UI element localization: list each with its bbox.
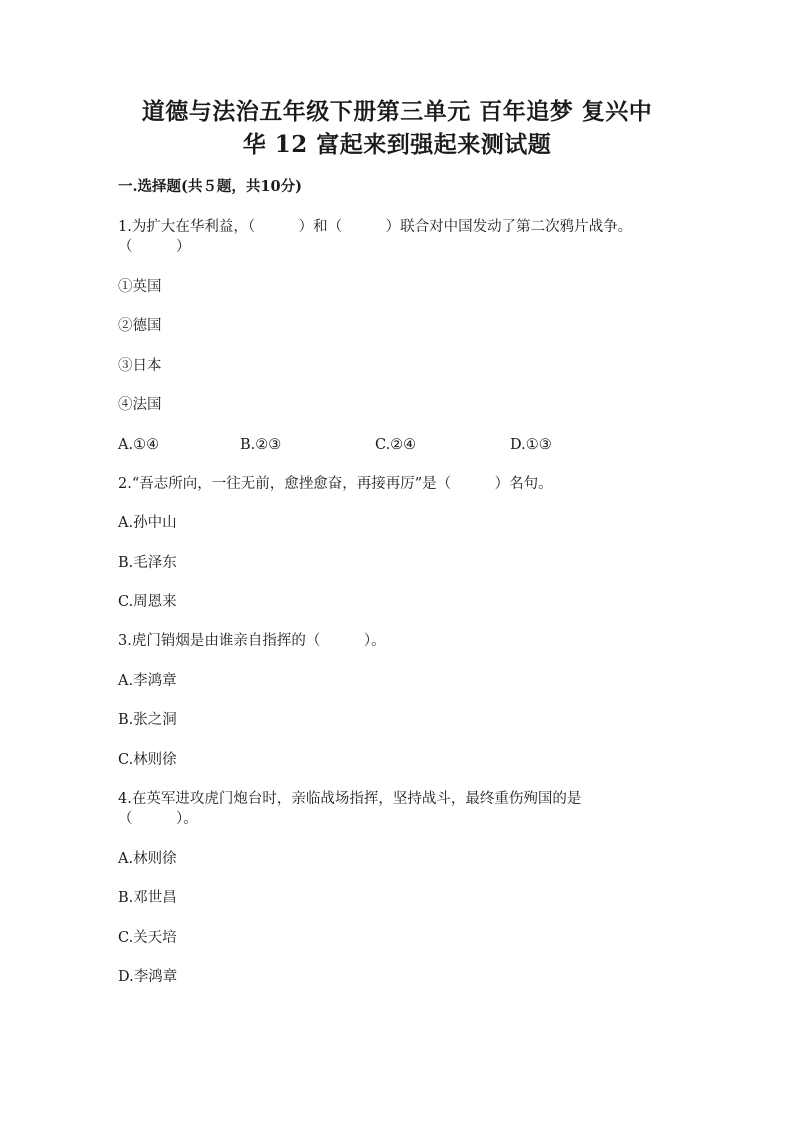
question-1-stem-line-1: 1.为扩大在华利益，（ ）和（ ）联合对中国发动了第二次鸦片战争。 bbox=[118, 219, 633, 235]
question-4-stem-line-2: （ ）。 bbox=[118, 811, 198, 827]
question-1-option-a: A.①④ bbox=[118, 437, 160, 453]
question-1-option-b: B.②③ bbox=[240, 437, 282, 453]
question-3-option-c: C.林则徐 bbox=[118, 752, 177, 768]
question-4-option-d: D.李鸿章 bbox=[118, 969, 178, 985]
question-3-stem: 3.虎门销烟是由谁亲自指挥的（ ）。 bbox=[118, 633, 386, 649]
question-1-item-4: ④法国 bbox=[118, 397, 162, 413]
question-2-option-c: C.周恩来 bbox=[118, 594, 177, 610]
question-3-option-b: B.张之洞 bbox=[118, 712, 177, 728]
question-1-option-c: C.②④ bbox=[375, 437, 417, 453]
document-title-line-2: 华 12 富起来到强起来测试题 bbox=[242, 131, 552, 158]
question-1-stem-line-2: （ ） bbox=[118, 239, 191, 255]
question-1-item-3: ③日本 bbox=[118, 358, 162, 374]
question-1-item-2: ②德国 bbox=[118, 318, 162, 334]
question-3-option-a: A.李鸿章 bbox=[118, 673, 177, 689]
section-heading: 一.选择题(共５题，共10分) bbox=[118, 178, 302, 195]
question-4-option-a: A.林则徐 bbox=[118, 851, 177, 867]
question-4-option-b: B.邓世昌 bbox=[118, 890, 177, 906]
question-1-option-d: D.①③ bbox=[510, 437, 552, 453]
question-4-stem-line-1: 4.在英军进攻虎门炮台时，亲临战场指挥，坚持战斗，最终重伤殉国的是 bbox=[118, 791, 582, 807]
question-4-option-c: C.关天培 bbox=[118, 930, 177, 946]
question-2-stem: 2.“吾志所向，一往无前，愈挫愈奋，再接再厉”是（ ）名句。 bbox=[118, 476, 553, 492]
question-1-item-1: ①英国 bbox=[118, 279, 162, 295]
document-title-line-1: 道德与法治五年级下册第三单元 百年追梦 复兴中 bbox=[141, 98, 653, 125]
question-2-option-b: B.毛泽东 bbox=[118, 555, 177, 571]
question-2-option-a: A.孙中山 bbox=[118, 515, 177, 531]
